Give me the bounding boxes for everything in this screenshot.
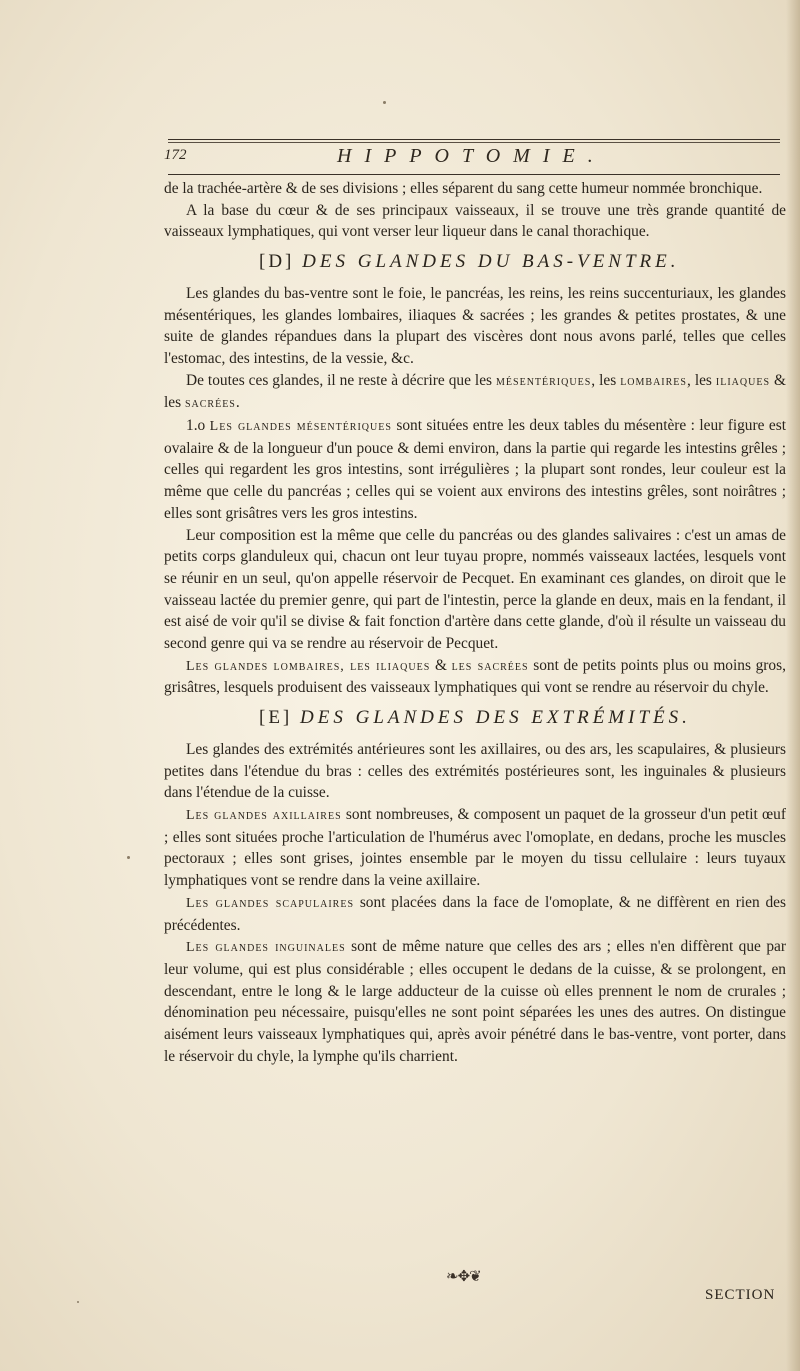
fleuron-ornament: ❧✥❦ [446,1267,481,1285]
paragraph-4 [164,370,786,415]
header-rule-bottom [168,174,780,175]
p10-text: sont placées dans la face de l'omoplate, & ne diffèrent en rien des précédentes. [164,893,787,934]
header-rule-top-thin [168,142,780,143]
paragraph-2: A la base du cœur & de ses principaux vaisseaux, il se trouve une très grande quantité de vaisseaux lymphatiques, qui vont verser leur liqueur dans le canal thorachique. [164,201,786,241]
paragraph-9 [164,804,786,892]
page-number: 172 [164,147,187,163]
heading-e-title: DES GLANDES DES EXTRÉMITÉS. [300,707,691,729]
p9-text: sont nombreuses, & composent un paquet de la grosseur d'un petit œuf ; elles sont situées proche l'articulation de l'humérus avec l'omoplate, en dedans, proche les muscles pectoraux ; elles sont grises, jointes ensemble par le moyen du tissu cellulaire : leurs tuyaux lymphatiques vont se rendre dans la veine axillaire. [164,805,786,890]
p4-text-e: . [235,394,240,412]
paragraph-6: Leur composition est la même que celle du pancréas ou des glandes salivaires : c'est un amas de petits corps glanduleux qui, chacun ont leur tuyau propre, nommés vaisseaux lactées, lesquels vont se réunir en un seul, qu'on appelle réservoir de Pecquet. En examinant ces glandes, on diroit que le vaisseau lactée du premier genre, qui part de l'intestin, perce la glande en deux, mais en la fendant, il est aisé de voir qu'il se divise & fait fonction d'artère dans cette glande, d'où il résulte un vaisseau du second genre qui va se rendre au réservoir de Pecquet. [164,526,786,653]
p9-smallcaps: Les glandes axillaires [186,807,342,823]
p4-smallcaps-2: lombaires [620,373,687,389]
paragraph-10 [164,892,786,936]
p7-text-a: & [434,656,447,674]
heading-d-title: DES GLANDES DU BAS-VENTRE. [302,251,680,273]
paragraph-3: Les glandes du bas-ventre sont le foie, le pancréas, les reins, les reins succenturiaux, les glandes mésentériques, les glandes lombaires, iliaques & sacrées ; les grandes & petites prostates, & une suite de glandes répandues dans la plupart des viscères dont nous avons parlé, telles que celles l'estomac, des intestins, de la vessie, &c. [164,284,786,367]
header-rule-top [168,139,780,140]
section-heading-e [164,707,786,729]
paragraph-7 [164,655,786,699]
p7-text-b: sont de petits points plus ou moins gros, grisâtres, lesquels produisent des vaisseaux lymphatiques qui vont se rendre au réservoir du chyle. [164,656,786,697]
p4-text-b: , les [591,371,617,389]
paragraph-11 [164,936,786,1067]
p5-smallcaps: Les glandes mésentériques [209,419,392,435]
heading-d-label: [D] [259,251,295,273]
paper-speck [383,101,386,104]
p4-text-d: & les [164,371,786,412]
paragraph-1: de la trachée-artère & de ses divisions ; elles séparent du sang cette humeur nommée bronchique. [164,180,763,197]
p4-smallcaps-4: sacrées [184,396,236,412]
running-title: HIPPOTOMIE. [337,145,606,167]
body-text [164,178,786,1067]
p4-smallcaps-3: iliaques [715,373,771,389]
paper-speck [127,856,130,859]
p4-text-c: , les [686,371,712,389]
heading-e-label: [E] [259,707,293,729]
p5-text: sont situées entre les deux tables du mésentère : leur figure est ovalaire & de la longueur d'un pouce & demi environ, dans la partie qui regarde les intestins grêles ; celles qui regardent les gros intestins, sont irrégulières ; la plupart sont rondes, leur couleur est la même que celle du pancréas ; celles qui se voient aux environs des intestins grêles, sont noirâtres ; elles sont grisâtres vers les gros intestins. [164,417,786,522]
paragraph-8: Les glandes des extrémités antérieures sont les axillaires, ou des ars, les scapulaires, & plusieurs petites dans l'étendue du bras : celles des extrémités postérieures sont, les inguinales & plusieurs dans l'étendue de la cuisse. [164,740,786,802]
p11-smallcaps: Les glandes inguinales [186,940,346,956]
p7-smallcaps-1: Les glandes lombaires, les iliaques [186,658,431,674]
paragraph-5 [164,415,786,525]
p10-smallcaps: Les glandes scapulaires [186,895,355,911]
section-heading-d [164,251,786,273]
p5-numbering: 1.o [186,417,206,435]
catchword: SECTION [705,1287,776,1303]
p4-smallcaps-1: mésentériques [496,373,592,389]
page-edge-shadow [786,0,800,1371]
p7-smallcaps-2: les sacrées [451,658,529,674]
p11-text: sont de même nature que celles des ars ; elles n'en diffèrent que par leur volume, qui est plus considérable ; elles occupent le dedans de la cuisse, & se prolongent, en descendant, entre le long & le large adducteur de la cuisse où elles prennent le nom de crurales ; dénomination peu nécessaire, puisqu'elles ne sont point séparées les unes des autres. On distingue aisément leurs vaisseaux lymphatiques qui, après avoir pénétré dans le bas-ventre, vont porter, dans le réservoir du chyle, la lymphe qu'ils charrient. [164,938,786,1065]
p4-text-a: De toutes ces glandes, il ne reste à décrire que les [186,371,493,389]
paper-speck [77,1301,79,1303]
